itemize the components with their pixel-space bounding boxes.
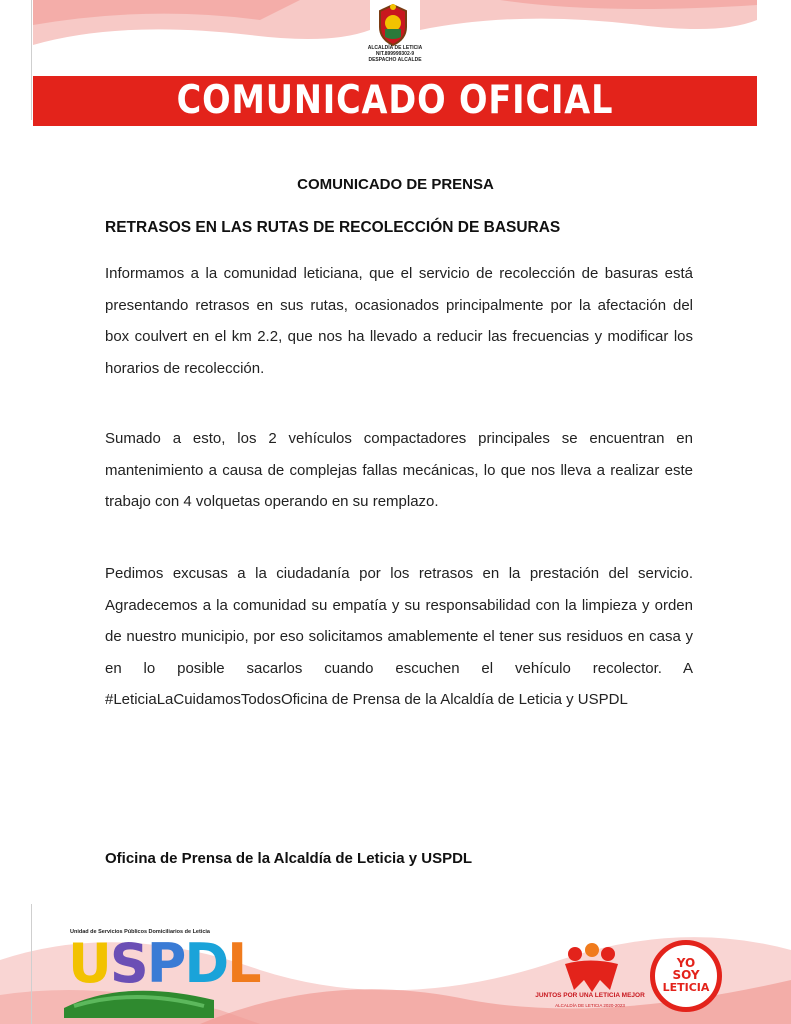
uspdl-wordmark: USPDL — [68, 932, 260, 995]
press-title: COMUNICADO DE PRENSA — [297, 176, 494, 193]
badge-line: LETICIA — [662, 981, 710, 994]
badge-line: SOY — [672, 968, 700, 982]
badge-line: YO — [676, 956, 696, 970]
subject-heading: RETRASOS EN LAS RUTAS DE RECOLECCIÓN DE BASURAS — [105, 219, 561, 236]
signature: Oficina de Prensa de la Alcaldía de Leticia y USPDL — [105, 850, 473, 867]
frame-line — [31, 0, 32, 120]
crest-line: DESPACHO ALCALDE — [368, 57, 422, 63]
official-banner — [33, 76, 757, 126]
crest-caption — [340, 45, 450, 63]
paragraph: Sumado a esto, los 2 vehículos compactadores principales se encuentran en mantenimiento a causa de complejas fallas mecánicas, lo que nos lleva a realizar este trabajo con 4 volquetas operando en su remplazo. — [105, 430, 693, 510]
juntos-slogan: JUNTOS POR UNA LETICIA MEJOR — [535, 992, 645, 999]
crest-line: ALCALDÍA DE LETICIA — [367, 45, 423, 51]
crest-line: NIT.899999302-9 — [375, 51, 415, 57]
crest-icon — [368, 3, 418, 47]
banner-title: COMUNICADO OFICIAL — [176, 78, 614, 123]
juntos-logo-icon — [540, 942, 640, 1022]
frame-line — [31, 904, 32, 1024]
paragraph: Informamos a la comunidad leticiana, que el servicio de recolección de basuras está presentando retrasos en sus rutas, ocasionados principalmente por la afectación del box coulvert en el km 2.2, que nos ha llevado a reducir las frecuencias y modificar los horarios de recolección. — [105, 265, 693, 377]
yo-soy-leticia-badge — [650, 940, 722, 1012]
uspdl-caption: Unidad de Servicios Públicos Domiciliarios de Leticia — [70, 929, 210, 935]
juntos-subtitle: ALCALDÍA DE LETICIA 2020-2023 — [555, 1003, 625, 1008]
paragraph: Pedimos excusas a la ciudadanía por los retrasos en la prestación del servicio. Agradecemos a la comunidad su empatía y su responsabilidad con la limpieza y orden de nuestro municipio, por eso solicitamos amablemente el tener sus residuos en casa y en lo posible sacarlos cuando escuchen el vehículo recolector. A #LeticiaLaCuidamosTodosOficina de Prensa de la Alcaldía de Leticia y USPDL — [105, 565, 693, 708]
